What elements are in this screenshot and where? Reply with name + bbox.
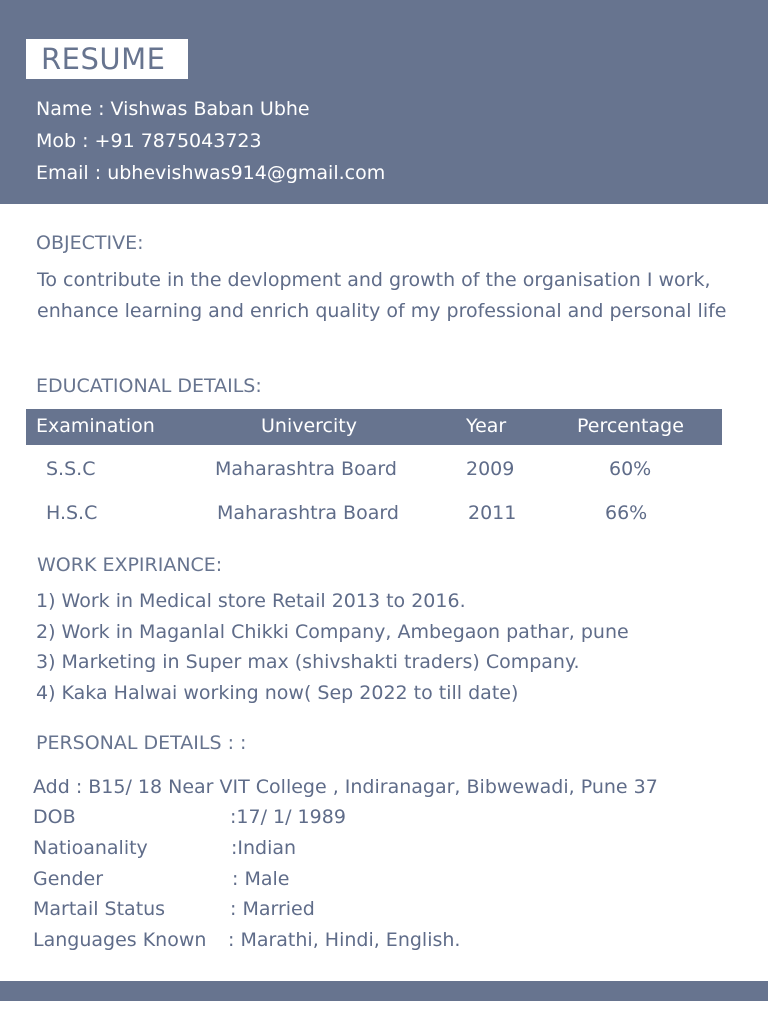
personal-label-nationality: Natioanality <box>33 837 148 859</box>
personal-label-gender: Gender <box>33 868 104 890</box>
list-item: 4) Kaka Halwai working now( Sep 2022 to till date) <box>36 682 519 704</box>
work-heading: WORK EXPIRIANCE: <box>37 554 223 576</box>
personal-label-marital-status: Martail Status <box>33 898 166 920</box>
education-heading: EDUCATIONAL DETAILS: <box>36 375 262 397</box>
objective-heading: OBJECTIVE: <box>36 232 144 254</box>
objective-text: To contribute in the devlopment and growth of the organisation I work, enhance learning and enrich quality of my professional and personal life <box>37 269 727 322</box>
cell-examination: S.S.C <box>46 458 96 480</box>
list-item: 2) Work in Maganlal Chikki Company, Ambegaon pathar, pune <box>36 621 629 643</box>
personal-heading: PERSONAL DETAILS : : <box>36 732 247 754</box>
personal-label-languages: Languages Known <box>33 929 207 951</box>
column-header-year: Year <box>466 415 507 437</box>
column-header-examination: Examination <box>36 415 155 437</box>
resume-header <box>0 0 768 204</box>
cell-year: 2009 <box>466 458 515 480</box>
contact-mobile: Mob : +91 7875043723 <box>36 130 262 152</box>
cell-examination: H.S.C <box>46 502 98 524</box>
personal-value-marital-status: : Married <box>230 898 315 920</box>
list-item: 1) Work in Medical store Retail 2013 to 2016. <box>36 590 466 612</box>
personal-value-languages: : Marathi, Hindi, English. <box>228 929 461 951</box>
cell-percentage: 66% <box>605 502 648 524</box>
list-item: 3) Marketing in Super max (shivshakti traders) Company. <box>36 651 580 673</box>
cell-university: Maharashtra Board <box>215 458 397 480</box>
contact-name: Name : Vishwas Baban Ubhe <box>36 98 310 120</box>
personal-label-dob: DOB <box>33 806 76 828</box>
contact-email: Email : ubhevishwas914@gmail.com <box>36 162 386 184</box>
personal-value-nationality: :Indian <box>231 837 297 859</box>
resume-title: RESUME <box>26 39 188 79</box>
education-table-header <box>26 409 722 445</box>
personal-value-gender: : Male <box>232 868 290 890</box>
cell-percentage: 60% <box>609 458 652 480</box>
cell-university: Maharashtra Board <box>217 502 399 524</box>
column-header-percentage: Percentage <box>577 415 684 437</box>
column-header-university: Univercity <box>261 415 357 437</box>
personal-value-dob: :17/ 1/ 1989 <box>230 806 346 828</box>
footer-bar <box>0 981 768 1001</box>
address-line: Add : B15/ 18 Near VIT College , Indiranagar, Bibwewadi, Pune 37 <box>33 776 658 798</box>
cell-year: 2011 <box>468 502 517 524</box>
